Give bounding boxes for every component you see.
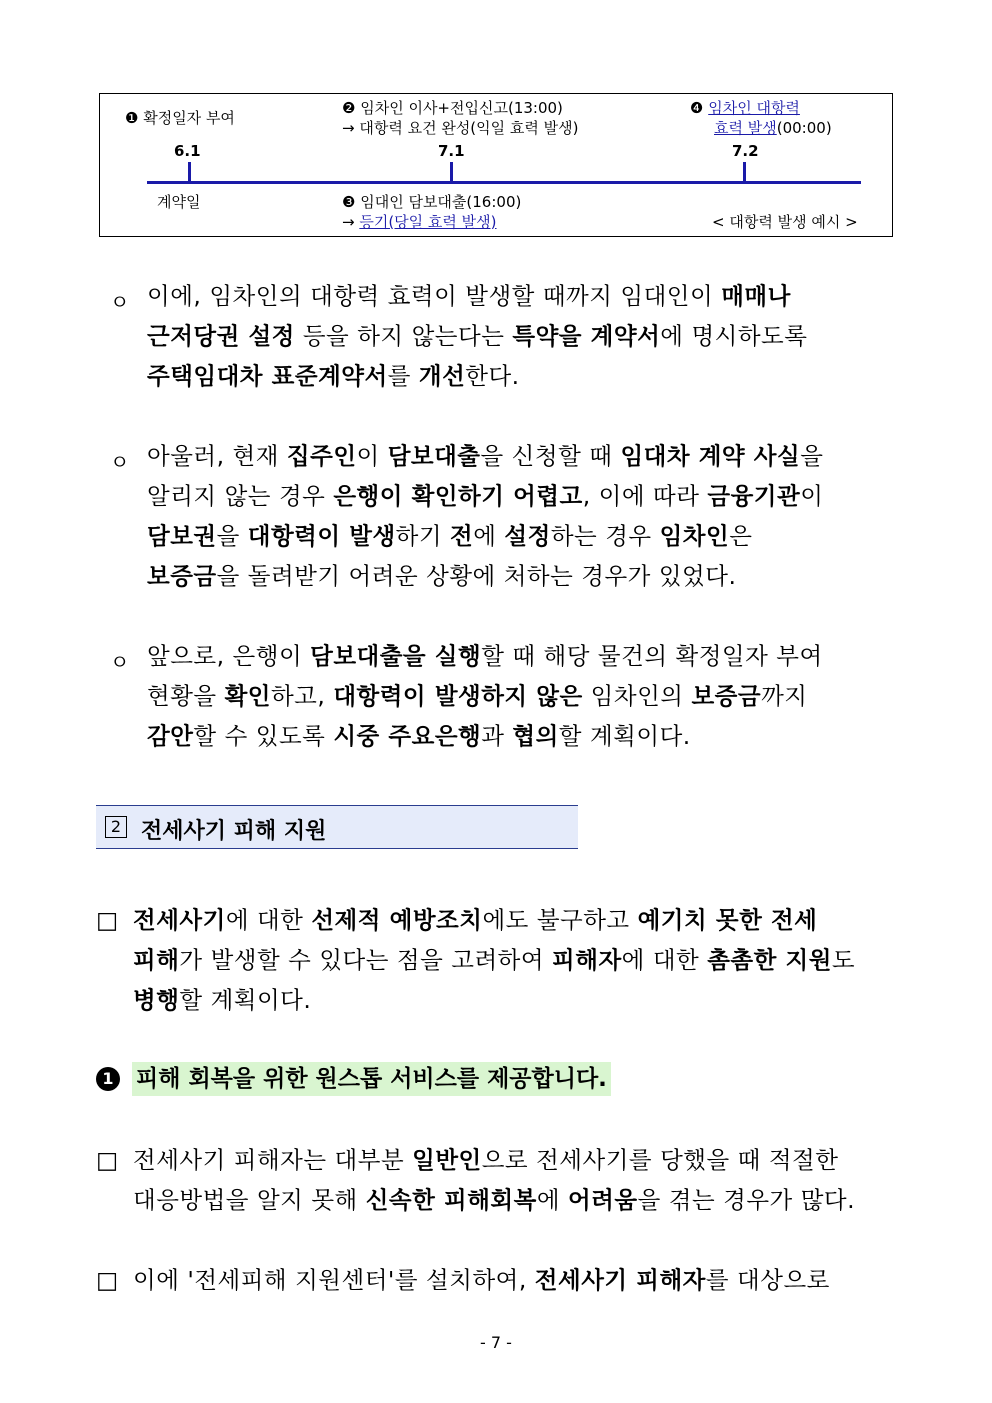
text-run: 을 (800, 442, 824, 470)
box2-line2 (133, 1180, 855, 1220)
bold-run: 시중 주요은행 (333, 722, 482, 750)
text-run: 하기 (395, 522, 451, 550)
timeline-caption: < 대항력 발생 예시 > (712, 213, 858, 231)
bullet1-line3 (147, 356, 520, 396)
step4-line1 (690, 98, 800, 118)
text-run: 에도 불구하고 (482, 906, 638, 934)
bold-run: 전 (450, 522, 474, 550)
bold-run: 전세사기 (133, 906, 226, 934)
bullet2-line3 (147, 516, 752, 556)
text-run: 으로 전세사기를 당했을 때 적절한 (481, 1146, 839, 1174)
text-run: 등을 하지 않는다는 (294, 322, 513, 350)
bold-run: 전세사기 피해자 (534, 1266, 706, 1294)
bold-run: 확인 (224, 682, 271, 710)
step3-line1: ❸ 임대인 담보대출(16:00) (342, 193, 522, 211)
text-run: 이 (356, 442, 388, 470)
text-run: 에 (536, 1186, 568, 1214)
step4-link-2[interactable]: 효력 발생 (714, 119, 777, 137)
date-6-1: 6.1 (174, 142, 201, 160)
bold-run: 설정 (504, 522, 551, 550)
text-run: 도 (831, 946, 856, 974)
text-run: 알리지 않는 경우 (147, 482, 334, 510)
box1-line2 (133, 940, 855, 980)
bullet1-line1 (147, 276, 791, 316)
bold-run: 임차인 (659, 522, 730, 550)
timeline-axis (147, 181, 861, 184)
bold-run: 금융기관 (707, 482, 801, 510)
text-run: 하고, (270, 682, 334, 710)
bullet1-line2 (147, 316, 807, 356)
bullet2-line1 (147, 436, 823, 476)
box2-line1 (133, 1140, 838, 1180)
box3-line1 (133, 1260, 830, 1300)
step2-line1: ❷ 임차인 이사+전입신고(13:00) (342, 99, 563, 117)
text-run: 이에, 임차인의 대항력 효력이 발생할 때까지 임대인이 (147, 282, 722, 310)
text-run: , 이에 따라 (582, 482, 708, 510)
bold-run: 대항력이 발생 (247, 522, 396, 550)
bold-run: 감안 (147, 722, 194, 750)
bold-run: 담보권 (147, 522, 217, 550)
text-run: 이에 '전세피해 지원센터'를 설치하여, (133, 1266, 535, 1294)
text-run: 할 수 있도록 (193, 722, 334, 750)
date-7-1: 7.1 (438, 142, 465, 160)
text-run: 이 (800, 482, 824, 510)
text-run: 을 신청할 때 (480, 442, 621, 470)
text-run: 앞으로, 은행이 (147, 642, 311, 670)
circled-number-icon: 1 (96, 1067, 120, 1091)
bullet-marker: ㅇ (110, 290, 130, 314)
bold-run: 피해 (133, 946, 180, 974)
bullet-marker: ㅇ (110, 450, 130, 474)
text-run: 임차인의 (582, 682, 692, 710)
bold-run: 보증금 (691, 682, 762, 710)
bullet3-line3 (147, 716, 691, 756)
text-run: 를 (387, 362, 419, 390)
section-number: 2 (105, 816, 127, 838)
bold-run: 주택임대차 표준계약서 (147, 362, 388, 390)
bold-run: 은행이 확인하기 어렵고 (333, 482, 583, 510)
contract-day-label: 계약일 (157, 193, 201, 211)
bold-run: 협의 (512, 722, 559, 750)
bold-run: 매매나 (721, 282, 791, 310)
text-run: 현황을 (147, 682, 225, 710)
bold-run: 근저당권 설정 (147, 322, 295, 350)
bold-run: 촘촘한 지원 (707, 946, 832, 974)
section-heading (96, 805, 578, 849)
step4-link-1[interactable]: 임차인 대항력 (708, 99, 800, 117)
section-title: 전세사기 피해 지원 (141, 819, 327, 844)
bold-run: 선제적 예방조치 (311, 906, 483, 934)
box-marker: □ (96, 1266, 119, 1294)
bold-run: 피해자 (552, 946, 622, 974)
bold-run: 임대차 계약 사실 (620, 442, 801, 470)
bold-run: 개선 (418, 362, 466, 390)
subheading-title: 피해 회복을 위한 원스톱 서비스를 제공합니다. (132, 1062, 611, 1096)
text-run: 까지 (761, 682, 808, 710)
timeline-diagram (99, 93, 893, 237)
bold-run: 집주인 (286, 442, 357, 470)
bold-run: 일반인 (412, 1146, 482, 1174)
text-run: 과 (481, 722, 513, 750)
bold-run: 어려움 (567, 1186, 638, 1214)
text-run: 할 계획이다. (179, 986, 312, 1014)
box1-line3 (133, 980, 311, 1020)
text-run: 를 대상으로 (705, 1266, 830, 1294)
step3-link[interactable]: 등기(당일 효력 발생) (359, 213, 497, 231)
text-run: 을 겪는 경우가 많다. (637, 1186, 856, 1214)
text-run: 을 돌려받기 어려운 상황에 처하는 경우가 있었다. (216, 562, 737, 590)
bullet3-line1 (147, 636, 823, 676)
text-run: 에 대한 (621, 946, 708, 974)
bold-run: 특약을 계약서 (512, 322, 661, 350)
text-run: 에 명시하도록 (660, 322, 808, 350)
step2-line2: → 대항력 요건 완성(익일 효력 발생) (342, 119, 579, 137)
text-run: 하는 경우 (550, 522, 660, 550)
text-run: 전세사기 피해자는 대부분 (133, 1146, 413, 1174)
text-run: 에 (473, 522, 505, 550)
text-run: 할 때 해당 물건의 확정일자 부여 (481, 642, 823, 670)
box1-line1 (133, 900, 817, 940)
bullet2-line2 (147, 476, 823, 516)
bullet2-line4 (147, 556, 736, 596)
bold-run: 예기치 못한 전세 (637, 906, 818, 934)
box-marker: □ (96, 1146, 119, 1174)
bold-run: 신속한 피해회복 (365, 1186, 537, 1214)
date-7-2: 7.2 (732, 142, 759, 160)
text-run: 아울러, 현재 (147, 442, 287, 470)
bold-run: 보증금 (147, 562, 217, 590)
text-run: 가 발생할 수 있다는 점을 고려하여 (179, 946, 553, 974)
step1-label: ❶ 확정일자 부여 (125, 109, 235, 127)
text-run: 에 대한 (225, 906, 312, 934)
text-run: 을 (216, 522, 248, 550)
step4-time: (00:00) (776, 119, 832, 137)
step3-arrow: → (342, 213, 360, 231)
step4-line2 (714, 118, 832, 138)
bold-run: 대항력이 발생하지 않은 (333, 682, 583, 710)
text-run: 할 계획이다. (558, 722, 691, 750)
step4-prefix: ❹ (690, 99, 709, 117)
bold-run: 담보대출 (387, 442, 481, 470)
box-marker: □ (96, 906, 119, 934)
step3-line2 (342, 212, 497, 232)
text-run: 은 (729, 522, 753, 550)
text-run: 한다. (465, 362, 520, 390)
bullet-marker: ㅇ (110, 650, 130, 674)
page-number: - 7 - (480, 1333, 512, 1352)
text-run: 대응방법을 알지 못해 (133, 1186, 366, 1214)
bold-run: 담보대출을 실행 (310, 642, 482, 670)
bullet3-line2 (147, 676, 807, 716)
bold-run: 병행 (133, 986, 180, 1014)
